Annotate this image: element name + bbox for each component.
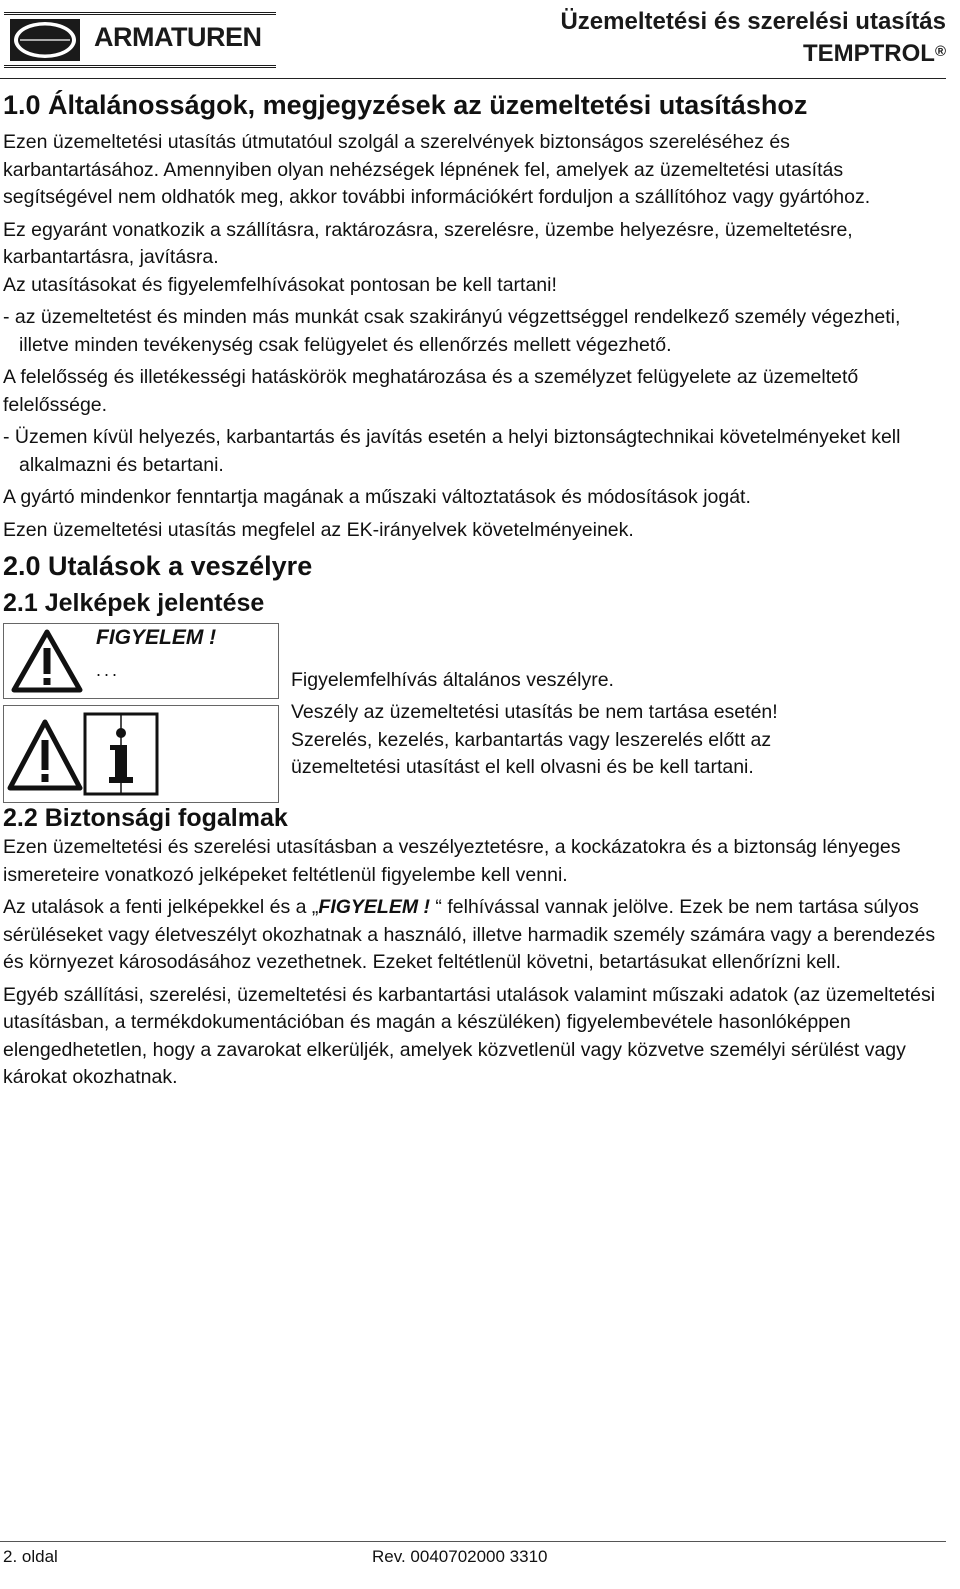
section-2-heading: 2.0 Utalások a veszélyre (3, 551, 313, 581)
manual-description-line: üzemeltetési utasítást el kell olvasni és be kell tartani. (291, 756, 754, 778)
section-1-heading: 1.0 Általánosságok, megjegyzések az üzemeltetési utasításhoz (3, 90, 808, 120)
ari-armaturen-logo (4, 12, 276, 68)
document-title (560, 6, 946, 70)
section-1-bullet: - Üzemen kívül helyezés, karbantartás és javítás esetén a helyi biztonságtechnikai követelményeket kell alkalmazni és betartani. (3, 426, 901, 476)
logo-wordmark: ARMATUREN (94, 22, 262, 52)
paragraph-text: Az utalások a fenti jelképekkel és a „ (3, 896, 319, 918)
paragraph-text: “ felhívással vannak jelölve. Ezek be nem tartása súlyos sérüléseket vagy életveszélyt okozhatnak a használó, illetve harmadik személy számára vagy a berendezés és környezet károsodásához vezethetnek. Ezeket feltétlenül követni, betartásukat ellenőrízni kell. (3, 896, 936, 973)
title-line-1: Üzemeltetési és szerelési utasítás (560, 8, 946, 35)
warning-description: Figyelemfelhívás általános veszélyre. (291, 669, 614, 691)
section-2-2-paragraph: Ezen üzemeltetési és szerelési utasításban a veszélyeztetésre, a kockázatokra és a biztonság lényeges ismereteire vonatkozó jelképeket feltétlenül figyelembe kell venni. (3, 836, 901, 886)
warning-emphasis: FIGYELEM ! (318, 896, 431, 918)
revision-number: Rev. 0040702000 3310 (372, 1547, 548, 1566)
section-2-2-paragraph (3, 894, 948, 977)
warning-label: FIGYELEM ! (96, 626, 217, 649)
title-line-2 (560, 38, 946, 70)
section-1-paragraph: A gyártó mindenkor fenntartja magának a műszaki változtatások és módosítások jogát. (3, 486, 751, 508)
section-1-paragraph: Az utasításokat és figyelemfelhívásokat pontosan be kell tartani! (3, 273, 557, 296)
page-number: 2. oldal (3, 1547, 58, 1566)
page-header (0, 0, 960, 82)
manual-description-line: Veszély az üzemeltetési utasítás be nem tartása esetén! (291, 701, 778, 723)
section-1-paragraph: A felelősség és illetékességi hatáskörök meghatározása és a személyzet felügyelete az üzemeltető felelőssége. (3, 366, 859, 416)
warning-triangle-icon (6, 718, 84, 794)
header-divider (0, 78, 946, 79)
section-2-2-paragraph: Egyéb szállítási, szerelési, üzemeltetési és karbantartási utalások valamint műszaki adatok (az üzemeltetési utasításban, a termékdokumentációban és magán a készüléken) figyelembevétele hasonlóképpen elengedhetetlen, hogy a zavarokat elkerüljék, amelyek közvetlenül vagy közvetve személyi sérülést vagy károkat okozhatnak. (3, 983, 936, 1088)
warning-ellipsis: ... (96, 660, 121, 680)
section-1-bullet: - az üzemeltetést és minden más munkát csak szakirányú végzettséggel rendelkező személy végezheti, illetve minden tevékenység csak felügyelet és ellenőrzés mellett végezhető. (3, 306, 901, 356)
section-2-2-heading: 2.2 Biztonsági fogalmak (3, 804, 288, 832)
warning-symbol-box (3, 623, 279, 699)
manual-symbol-box (3, 705, 279, 803)
footer-divider (0, 1541, 946, 1542)
main-content (3, 86, 948, 1092)
section-1-paragraph: Ez egyaránt vonatkozik a szállításra, raktározásra, szerelésre, üzembe helyezésre, üzemeltetésre, karbantartásra, javításra. (3, 218, 853, 268)
ari-badge-icon (10, 19, 80, 61)
symbol-row-manual (3, 701, 948, 802)
section-2-1-heading: 2.1 Jelképek jelentése (3, 589, 265, 617)
manual-description-line: Szerelés, kezelés, karbantartás vagy leszerelés előtt az (291, 728, 772, 751)
section-1-paragraph: Ezen üzemeltetési utasítás útmutatóul szolgál a szerelvények biztonságos szereléséhez és karbantartásához. Amennyiben olyan nehézségek lépnének fel, amelyek az üzemeltetési utasítás segítségével nem oldhatók meg, akkor további információkért forduljon a szállítóhoz vagy gyártóhoz. (3, 131, 871, 208)
product-name: TEMPTROL (802, 40, 935, 67)
info-book-icon (82, 711, 160, 797)
symbol-row-warning (3, 621, 948, 701)
manual-description (291, 699, 778, 782)
registered-mark: ® (934, 43, 946, 60)
warning-triangle-icon (10, 628, 84, 694)
section-1-paragraph: Ezen üzemeltetési utasítás megfelel az EK-irányelvek követelményeinek. (3, 518, 634, 541)
